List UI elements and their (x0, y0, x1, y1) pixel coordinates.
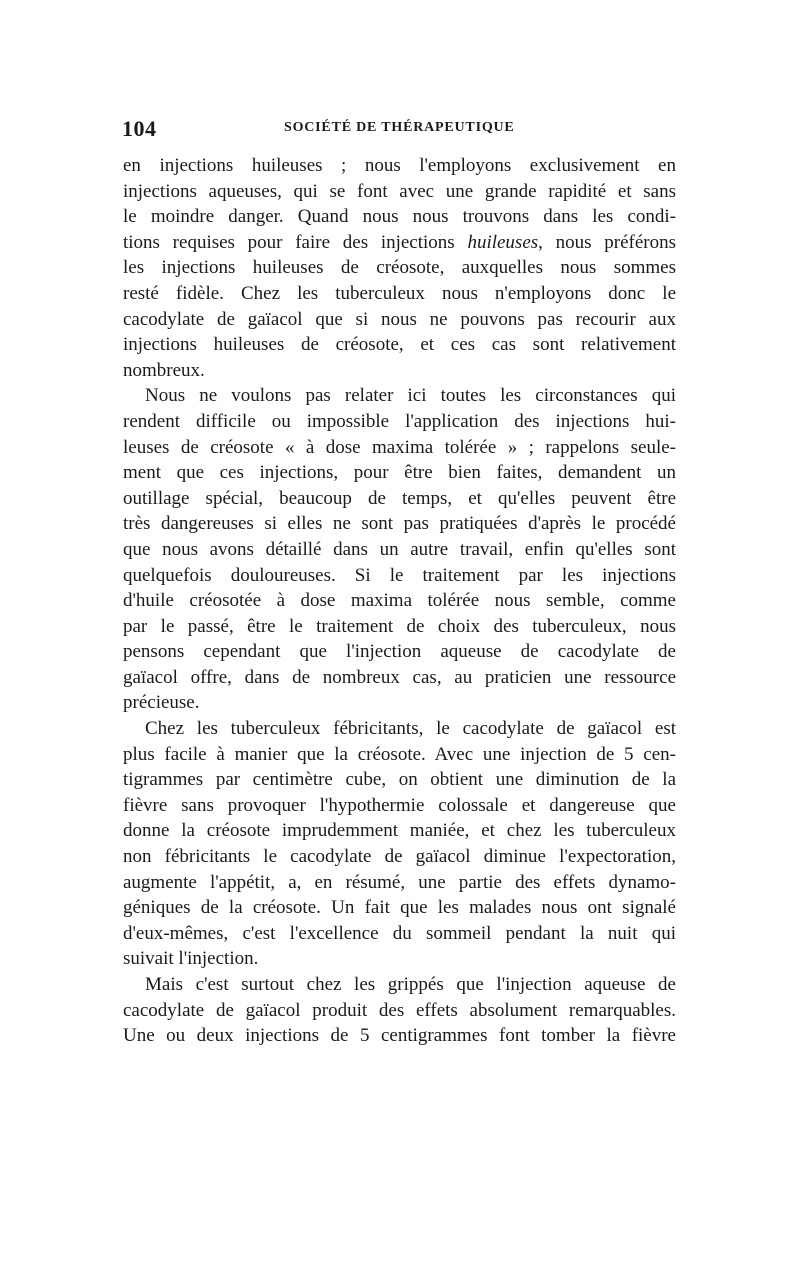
text-line: précieuse. (123, 692, 200, 714)
text-line: que nous avons détaillé dans un autre travail, enfin qu'elles sont (123, 538, 676, 560)
text-line: non fébricitants le cacodylate de gaïacol diminue l'expectoration, (123, 846, 676, 868)
text-line: quelquefois douloureuses. Si le traitement par les injections (123, 564, 676, 586)
italic-word: huileuses (467, 231, 539, 253)
text-line: fièvre sans provoquer l'hypothermie colossale et dangereuse que (123, 794, 676, 816)
text-line: donne la créosote imprudemment maniée, et chez les tuberculeux (123, 820, 676, 842)
text-line: les injections huileuses de créosote, auxquelles nous sommes (123, 257, 676, 279)
text-line: pensons cependant que l'injection aqueuse de cacodylate de (123, 641, 676, 663)
text-line: tigrammes par centimètre cube, on obtient une diminution de la (123, 769, 676, 791)
text-line: injections aqueuses, qui se font avec une grande rapidité et sans (123, 180, 676, 202)
text-line: injections huileuses de créosote, et ces cas sont relativement (123, 334, 676, 356)
text-line: géniques de la créosote. Un fait que les malades nous ont signalé (123, 897, 676, 919)
text-line: leuses de créosote « à dose maxima tolérée » ; rappelons seule- (123, 436, 676, 458)
body-text (123, 153, 676, 1049)
text-line: en injections huileuses ; nous l'employons exclusivement en (123, 155, 676, 176)
text-segment: tions requises pour faire des injections (123, 231, 468, 253)
text-line: d'eux-mêmes, c'est l'excellence du sommeil pendant la nuit qui (123, 922, 676, 944)
text-line: resté fidèle. Chez les tuberculeux nous n'employons donc le (123, 282, 676, 304)
text-line: très dangereuses si elles ne sont pas pratiquées d'après le procédé (123, 513, 676, 535)
running-title: SOCIÉTÉ DE THÉRAPEUTIQUE (284, 120, 515, 135)
text-line: nombreux. (123, 359, 205, 381)
text-line: cacodylate de gaïacol que si nous ne pouvons pas recourir aux (123, 308, 676, 330)
text-line: plus facile à manier que la créosote. Avec une injection de 5 cen- (123, 743, 676, 765)
text-line: rendent difficile ou impossible l'application des injections hui- (123, 410, 676, 432)
text-line: Une ou deux injections de 5 centigrammes font tomber la fièvre (123, 1025, 676, 1047)
text-line: suivait l'injection. (123, 948, 259, 970)
text-line: d'huile créosotée à dose maxima tolérée nous semble, comme (123, 590, 676, 612)
text-line: Mais c'est surtout chez les grippés que l'injection aqueuse de (145, 974, 676, 995)
text-line: cacodylate de gaïacol produit des effets absolument remarquables. (123, 999, 676, 1021)
text-line (123, 230, 676, 256)
text-line: outillage spécial, beaucoup de temps, et qu'elles peuvent être (123, 487, 676, 509)
page-number: 104 (122, 116, 157, 141)
text-line: le moindre danger. Quand nous nous trouvons dans les condi- (123, 206, 676, 228)
text-line: Nous ne voulons pas relater ici toutes les circonstances qui (145, 385, 676, 407)
text-line: augmente l'appétit, a, en résumé, une partie des effets dynamo- (123, 871, 676, 893)
text-line: gaïacol offre, dans de nombreux cas, au praticien une ressource (123, 666, 676, 688)
text-segment: , nous préférons (538, 231, 677, 253)
running-head (122, 116, 682, 142)
text-line: ment que ces injections, pour être bien faites, demandent un (123, 462, 676, 484)
text-line: par le passé, être le traitement de choix des tuberculeux, nous (123, 615, 676, 637)
text-line: Chez les tuberculeux fébricitants, le cacodylate de gaïacol est (145, 718, 676, 740)
